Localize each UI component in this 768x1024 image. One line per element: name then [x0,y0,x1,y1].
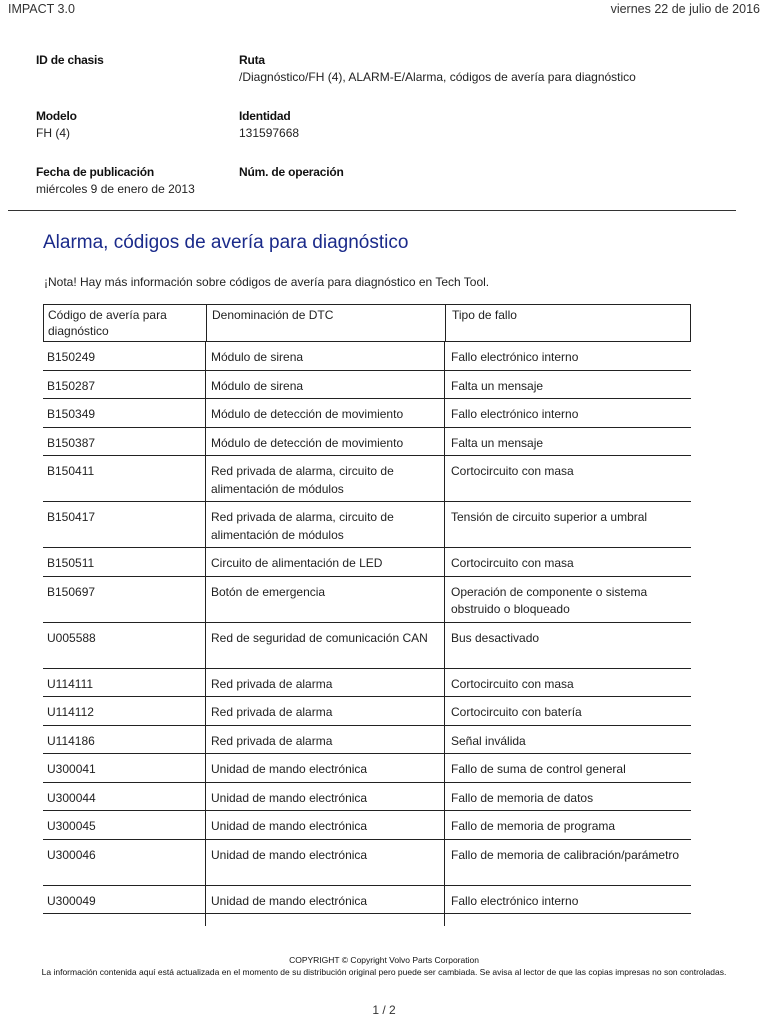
dtc-code-cell: B150349 [47,407,96,421]
column-divider [205,726,206,754]
fault-type-cell: Fallo de memoria de calibración/parámetro [451,847,680,862]
fault-type-cell: Cortocircuito con masa [451,464,574,478]
column-divider [205,840,206,885]
table-continuation [43,914,691,926]
dtc-code-cell: U114112 [47,705,94,719]
fault-type-cell: Tensión de circuito superior a umbral [451,510,648,524]
table-row [43,623,691,669]
column-divider [205,428,206,456]
table-row [43,811,691,840]
dtc-name-cell: Unidad de mando electrónica [211,790,368,805]
dtc-code-cell: U114111 [47,676,94,691]
disclaimer-text: La información contenida aquí está actualizada en el momento de su distribución original pero puede ser cambiada. Se avisa al lector de que las copias impresas no son controladas. [41,967,727,977]
app-name: IMPACT 3.0 [8,2,75,16]
dtc-name-cell: Módulo de sirena [211,378,304,393]
column-divider [205,697,206,725]
column-divider [205,502,206,547]
fault-type-cell: Falta un mensaje [451,378,544,393]
column-divider [205,669,206,697]
table-row [43,371,691,400]
column-divider [444,886,445,914]
dtc-name-cell: Módulo de sirena [211,350,304,364]
column-divider [205,342,206,370]
fault-type-cell: Cortocircuito con batería [451,705,582,719]
table-row [43,783,691,812]
column-divider [205,577,206,622]
column-divider [444,399,445,427]
fault-type-cell: Fallo de memoria de programa [451,819,616,833]
table-row [43,502,691,548]
fault-type-cell: Cortocircuito con masa [451,556,574,570]
dtc-code-cell: B150511 [47,556,95,570]
column-divider [205,914,206,926]
dtc-name-cell: Red privada de alarma, circuito de alimentación de módulos [211,510,394,542]
column-divider [444,548,445,576]
fault-type-cell: Cortocircuito con masa [451,676,574,691]
column-divider [444,342,445,370]
column-divider [205,456,206,501]
table-row [43,428,691,457]
chassis-field [36,53,104,70]
table-row [43,399,691,428]
column-divider [444,783,445,811]
publication-date-label: Fecha de publicación [36,165,155,179]
column-divider [444,371,445,399]
dtc-code-cell: U114186 [47,733,95,748]
header-fault: Tipo de fallo [452,308,517,322]
column-divider [205,754,206,782]
fault-type-cell: Falta un mensaje [451,435,544,450]
table-row [43,669,691,698]
column-divider [444,697,445,725]
print-date: viernes 22 de julio de 2016 [610,2,760,16]
table-row [43,456,691,502]
fault-type-cell: Señal inválida [451,733,526,748]
column-divider [444,811,445,839]
model-field [36,109,77,140]
dtc-name-cell: Red privada de alarma [211,676,333,691]
dtc-code-cell: B150411 [47,464,95,478]
chassis-label: ID de chasis [36,53,104,67]
header-code: Código de avería para diagnóstico [48,308,167,338]
fault-type-cell: Fallo electrónico interno [451,893,579,908]
column-divider [205,783,206,811]
dtc-name-cell: Unidad de mando electrónica [211,847,368,862]
dtc-name-cell: Botón de emergencia [211,584,326,599]
column-divider [444,840,445,885]
fault-type-cell: Operación de componente o sistema obstruido o bloqueado [451,584,648,616]
dtc-code-cell: U300041 [47,762,96,776]
table-row [43,697,691,726]
header-divider [8,210,736,211]
table-row [43,726,691,755]
identity-field [239,109,299,140]
route-field [239,53,739,84]
dtc-code-cell: U300046 [47,847,96,862]
column-divider [444,428,445,456]
publication-date-field [36,165,195,196]
table-row [43,754,691,783]
table-row [43,886,691,915]
identity-value: 131597668 [239,126,300,140]
table-row [43,840,691,886]
operation-number-label: Núm. de operación [239,165,344,179]
dtc-name-cell: Red privada de alarma [211,705,333,719]
dtc-code-cell: U005588 [47,630,96,645]
dtc-code-cell: U300044 [47,790,96,805]
column-divider [205,886,206,914]
dtc-table [43,304,691,926]
table-row [43,548,691,577]
dtc-name-cell: Red privada de alarma, circuito de alimentación de módulos [211,464,394,496]
fault-type-cell: Fallo de suma de control general [451,762,626,776]
dtc-name-cell: Unidad de mando electrónica [211,819,368,833]
dtc-name-cell: Unidad de mando electrónica [211,762,368,776]
fault-type-cell: Bus desactivado [451,630,540,645]
column-divider [445,305,446,341]
dtc-code-cell: B150417 [47,510,96,524]
fault-type-cell: Fallo electrónico interno [451,350,579,364]
column-divider [444,754,445,782]
dtc-code-cell: B150287 [47,378,96,393]
dtc-name-cell: Red privada de alarma [211,733,333,748]
operation-number-field [239,165,344,182]
column-divider [444,502,445,547]
copyright-text: COPYRIGHT © Copyright Volvo Parts Corporation [289,955,479,965]
dtc-name-cell: Circuito de alimentación de LED [211,556,383,570]
page-number: 1 / 2 [372,1003,396,1017]
model-label: Modelo [36,109,77,123]
table-row [43,577,691,623]
dtc-name-cell: Red de seguridad de comunicación CAN [211,630,428,645]
document-title: Alarma, códigos de avería para diagnóstico [43,232,409,253]
fault-type-cell: Fallo de memoria de datos [451,790,594,805]
dtc-code-cell: B150249 [47,350,96,364]
dtc-name-cell: Unidad de mando electrónica [211,893,368,908]
publication-date-value: miércoles 9 de enero de 2013 [36,182,195,196]
table-header [43,304,691,342]
dtc-code-cell: U300045 [47,819,96,833]
table-body [43,342,691,926]
column-divider [444,669,445,697]
dtc-name-cell: Módulo de detección de movimiento [211,435,404,450]
dtc-name-cell: Módulo de detección de movimiento [211,407,404,421]
column-divider [444,914,445,926]
column-divider [205,371,206,399]
column-divider [205,623,206,668]
column-divider [205,811,206,839]
column-divider [444,456,445,501]
identity-label: Identidad [239,109,291,123]
dtc-code-cell: B150697 [47,584,96,599]
fault-type-cell: Fallo electrónico interno [451,407,579,421]
column-divider [444,623,445,668]
top-bar [8,2,760,20]
column-divider [205,548,206,576]
column-divider [205,399,206,427]
column-divider [206,305,207,341]
header-name: Denominación de DTC [212,308,334,322]
model-value: FH (4) [36,126,70,140]
route-value: /Diagnóstico/FH (4), ALARM-E/Alarma, códigos de avería para diagnóstico [239,70,636,84]
route-label: Ruta [239,53,265,67]
table-row [43,342,691,371]
column-divider [444,577,445,622]
dtc-code-cell: B150387 [47,435,96,450]
document-note: ¡Nota! Hay más información sobre códigos de avería para diagnóstico en Tech Tool. [44,275,490,289]
page-footer [0,954,768,978]
dtc-code-cell: U300049 [47,893,96,908]
column-divider [444,726,445,754]
